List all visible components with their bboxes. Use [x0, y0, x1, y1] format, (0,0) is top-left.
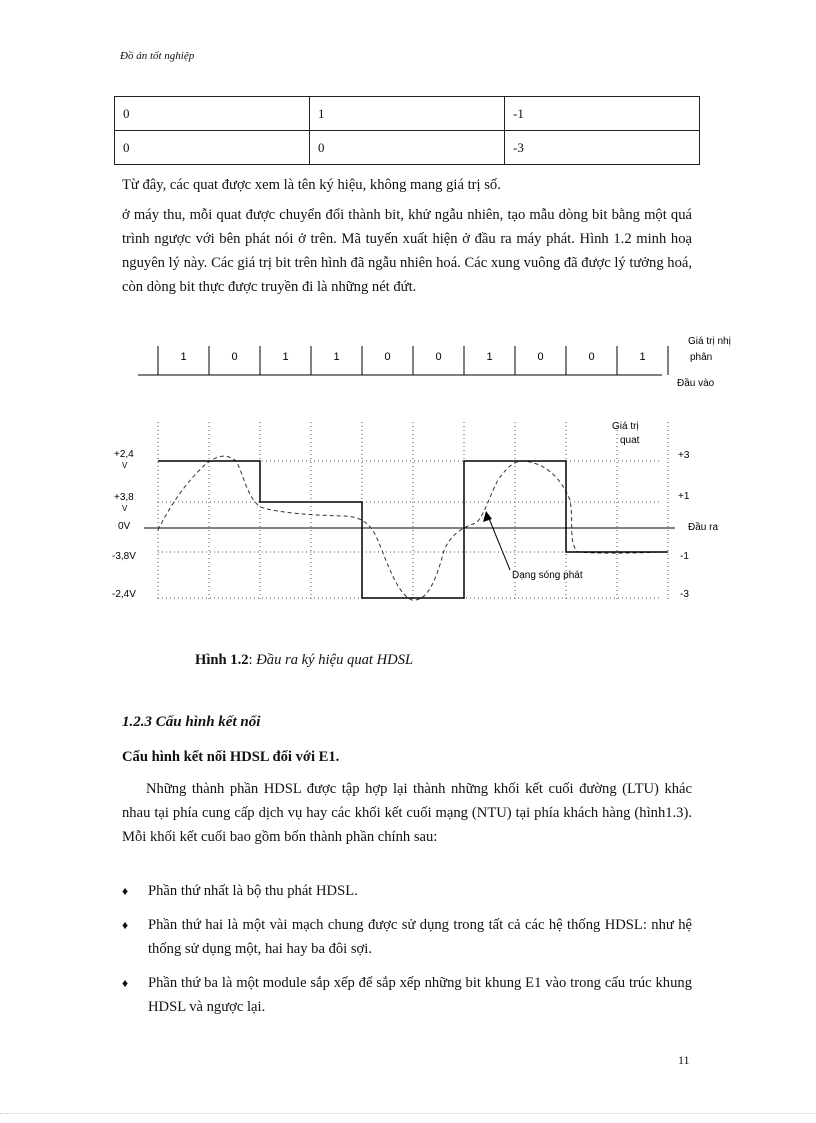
quat-label-line2: quat: [620, 435, 640, 446]
page-bottom-rule: [0, 1113, 816, 1114]
paragraph-components: Những thành phần HDSL được tập hợp lại thành những khối kết cuối đường (LTU) khác nhau tại phía cung cấp dịch vụ hay các khối kết cuối mạng (NTU) tại phía khách hàng (hình1.3). Mỗi khối kết cuối bao gồm bốn thành phần chính sau:: [122, 781, 692, 845]
list-item: [122, 913, 692, 961]
table-cell: -3: [505, 131, 700, 165]
quat-level-minus3: -3: [680, 589, 689, 600]
input-label-line1: Giá trị nhị: [688, 336, 731, 347]
table-cell: 0: [115, 97, 310, 131]
diamond-bullet-icon: ♦: [122, 976, 129, 990]
figure-caption: Hình 1.2: Đầu ra ký hiệu quat HDSL: [195, 652, 414, 668]
list-item-text: Phần thứ hai là một vài mạch chung được sử dụng trong tất cả các hệ thống HDSL: như hệ thống sử dụng một, hai hay ba đôi sợi.: [148, 917, 692, 957]
waveform-label: Dạng sóng phát: [512, 570, 583, 581]
section-heading: 1.2.3 Cấu hình kết nối: [122, 714, 261, 730]
output-grid: [144, 422, 675, 600]
paragraph-receiver: ở máy thu, mỗi quat được chuyển đổi thành bit, khử ngẫu nhiên, tạo mẫu dòng bit bằng một quá trình ngược với bên phát nói ở trên. Mã tuyến xuất hiện ở đầu ra máy phát. Hình 1.2 minh hoạ nguyên lý này. Các giá trị bit trên hình đã ngẫu nhiên hoá. Các xung vuông đã được lý tưởng hoá, còn dòng bit thực được truyền đi là những nét đứt.: [122, 207, 692, 295]
list-item: [122, 879, 692, 903]
quat-level-plus3: +3: [678, 450, 690, 461]
level-label-unit1: V: [122, 461, 128, 470]
level-label-zero: 0V: [118, 521, 131, 532]
quat-table: [114, 96, 700, 165]
bit-value: 0: [384, 351, 391, 363]
component-list: [122, 879, 692, 1029]
bit-value: 1: [282, 351, 289, 363]
bit-value: 0: [537, 351, 544, 363]
level-label-plus24: +2,4: [114, 449, 134, 460]
quat-label-line1: Giá trị: [612, 421, 639, 432]
level-label-minus38: -3,8V: [112, 551, 136, 562]
waveform-pointer-line: [488, 516, 510, 570]
section-subtitle: Cấu hình kết nối HDSL đối với E1.: [122, 749, 340, 765]
bit-value: 1: [639, 351, 646, 363]
table-cell: -1: [505, 97, 700, 131]
quat-output-figure: [100, 330, 740, 615]
output-label: Đầu ra: [688, 522, 719, 533]
bit-value: 0: [588, 351, 595, 363]
bit-value: 0: [435, 351, 442, 363]
bit-value: 1: [333, 351, 340, 363]
page-number: 11: [678, 1053, 690, 1067]
level-label-minus24: -2,4V: [112, 589, 136, 600]
input-label-line2: phân: [690, 352, 713, 363]
waveform-pointer-arrowhead: [483, 511, 492, 522]
level-label-plus38: +3,8: [114, 492, 134, 503]
table-cell: 0: [310, 131, 505, 165]
page-header: Đồ án tốt nghiệp: [120, 50, 195, 62]
table-cell: 0: [115, 131, 310, 165]
quat-level-minus1: -1: [680, 551, 689, 562]
input-label-line3: Đầu vào: [677, 378, 715, 389]
quat-level-plus1: +1: [678, 491, 690, 502]
level-label-unit2: V: [122, 504, 128, 513]
caption-number: Hình 1.2: [195, 652, 249, 668]
list-item-text: Phần thứ ba là một module sắp xếp để sắp xếp những bit khung E1 vào trong cấu trúc khung HDSL và ngược lại.: [148, 975, 692, 1015]
bit-value: 1: [180, 351, 187, 363]
table-row: [115, 97, 700, 131]
list-item: [122, 971, 692, 1019]
table-row: [115, 131, 700, 165]
diamond-bullet-icon: ♦: [122, 884, 129, 898]
quat-step-signal: [158, 461, 668, 598]
input-bits-row: [138, 346, 668, 375]
paragraph-intro: Từ đây, các quat được xem là tên ký hiệu, không mang giá trị số.: [122, 177, 501, 193]
list-item-text: Phần thứ nhất là bộ thu phát HDSL.: [148, 883, 358, 899]
diamond-bullet-icon: ♦: [122, 918, 129, 932]
table-cell: 1: [310, 97, 505, 131]
bit-value: 0: [231, 351, 238, 363]
bit-value: 1: [486, 351, 493, 363]
caption-text: Đầu ra ký hiệu quat HDSL: [256, 652, 414, 668]
